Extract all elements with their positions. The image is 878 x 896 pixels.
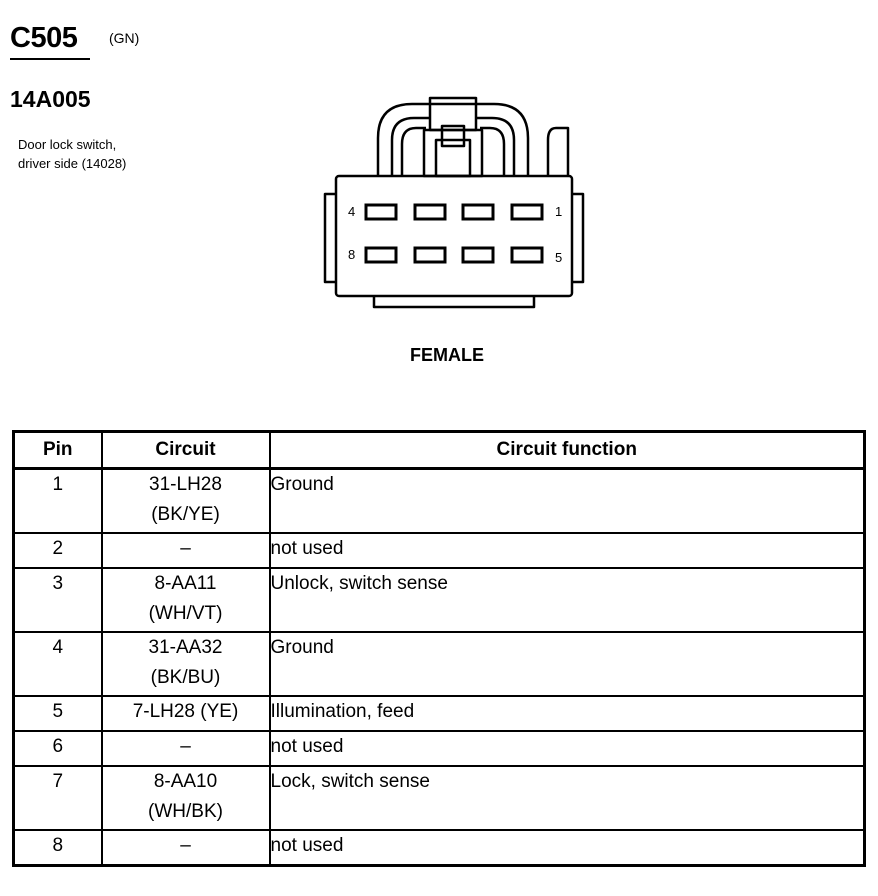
part-number: 14A005 <box>10 86 91 112</box>
circuit-function: Lock, switch sense <box>270 766 865 830</box>
circuit <box>102 568 270 632</box>
pinout-table <box>12 430 866 867</box>
pin-label-top-left: 4 <box>348 204 356 219</box>
pin-cavity-3 <box>415 205 445 219</box>
pin-number: 1 <box>14 469 102 534</box>
connector-id: C505 <box>10 22 78 54</box>
connector-color: (GN) <box>109 30 140 46</box>
pin-number: 3 <box>14 568 102 632</box>
circuit-color: (BK/BU) <box>150 667 221 688</box>
pin-cavity-1 <box>512 205 542 219</box>
table-row <box>14 830 865 866</box>
pin-cavity-8 <box>366 248 396 262</box>
connector-face-label: FEMALE <box>410 345 484 365</box>
circuit <box>102 731 270 766</box>
table-row <box>14 568 865 632</box>
circuit-function: Unlock, switch sense <box>270 568 865 632</box>
circuit-color: (WH/BK) <box>148 801 223 822</box>
pin-cavity-7 <box>415 248 445 262</box>
circuit <box>102 533 270 568</box>
header-circuit: Circuit <box>102 432 270 469</box>
header-function: Circuit function <box>270 432 865 469</box>
circuit <box>102 766 270 830</box>
pin-label-top-right: 1 <box>555 204 563 219</box>
pin-number: 6 <box>14 731 102 766</box>
connector-bottom-lip <box>374 296 534 307</box>
circuit-color: (WH/VT) <box>148 603 223 624</box>
pin-label-bottom-right: 5 <box>555 250 563 265</box>
circuit-function: Ground <box>270 469 865 534</box>
pin-number: 8 <box>14 830 102 866</box>
circuit-function: Illumination, feed <box>270 696 865 731</box>
circuit-id: 31-AA32 <box>148 637 223 658</box>
table-row <box>14 731 865 766</box>
connector-face-diagram <box>0 0 878 400</box>
circuit-id: – <box>180 538 191 559</box>
circuit-function: not used <box>270 830 865 866</box>
circuit-color: (BK/YE) <box>151 504 220 525</box>
circuit <box>102 696 270 731</box>
circuit <box>102 632 270 696</box>
circuit-id: – <box>180 736 191 757</box>
pin-cavity-5 <box>512 248 542 262</box>
header-pin: Pin <box>14 432 102 469</box>
component-description-line2: driver side (14028) <box>18 156 127 171</box>
circuit-id: 8-AA11 <box>154 573 217 594</box>
pin-number: 5 <box>14 696 102 731</box>
component-description-line1: Door lock switch, <box>18 137 117 152</box>
circuit-function: not used <box>270 731 865 766</box>
circuit <box>102 469 270 534</box>
pin-number: 4 <box>14 632 102 696</box>
pin-label-bottom-left: 8 <box>348 247 356 262</box>
pin-cavity-6 <box>463 248 493 262</box>
circuit-function: Ground <box>270 632 865 696</box>
circuit-function: not used <box>270 533 865 568</box>
table-row <box>14 696 865 731</box>
table-row <box>14 766 865 830</box>
table-row <box>14 469 865 534</box>
pin-cavity-4 <box>366 205 396 219</box>
circuit-id: 7-LH28 (YE) <box>132 701 239 722</box>
pin-number: 2 <box>14 533 102 568</box>
pin-cavity-2 <box>463 205 493 219</box>
connector-right-tab <box>572 194 583 282</box>
circuit-id: – <box>180 835 191 856</box>
table-row <box>14 632 865 696</box>
circuit-id: 8-AA10 <box>153 771 218 792</box>
table-row <box>14 533 865 568</box>
connector-left-tab <box>325 194 336 282</box>
pin-number: 7 <box>14 766 102 830</box>
circuit <box>102 830 270 866</box>
connector-body <box>336 176 572 296</box>
circuit-id: 31-LH28 <box>149 474 222 495</box>
